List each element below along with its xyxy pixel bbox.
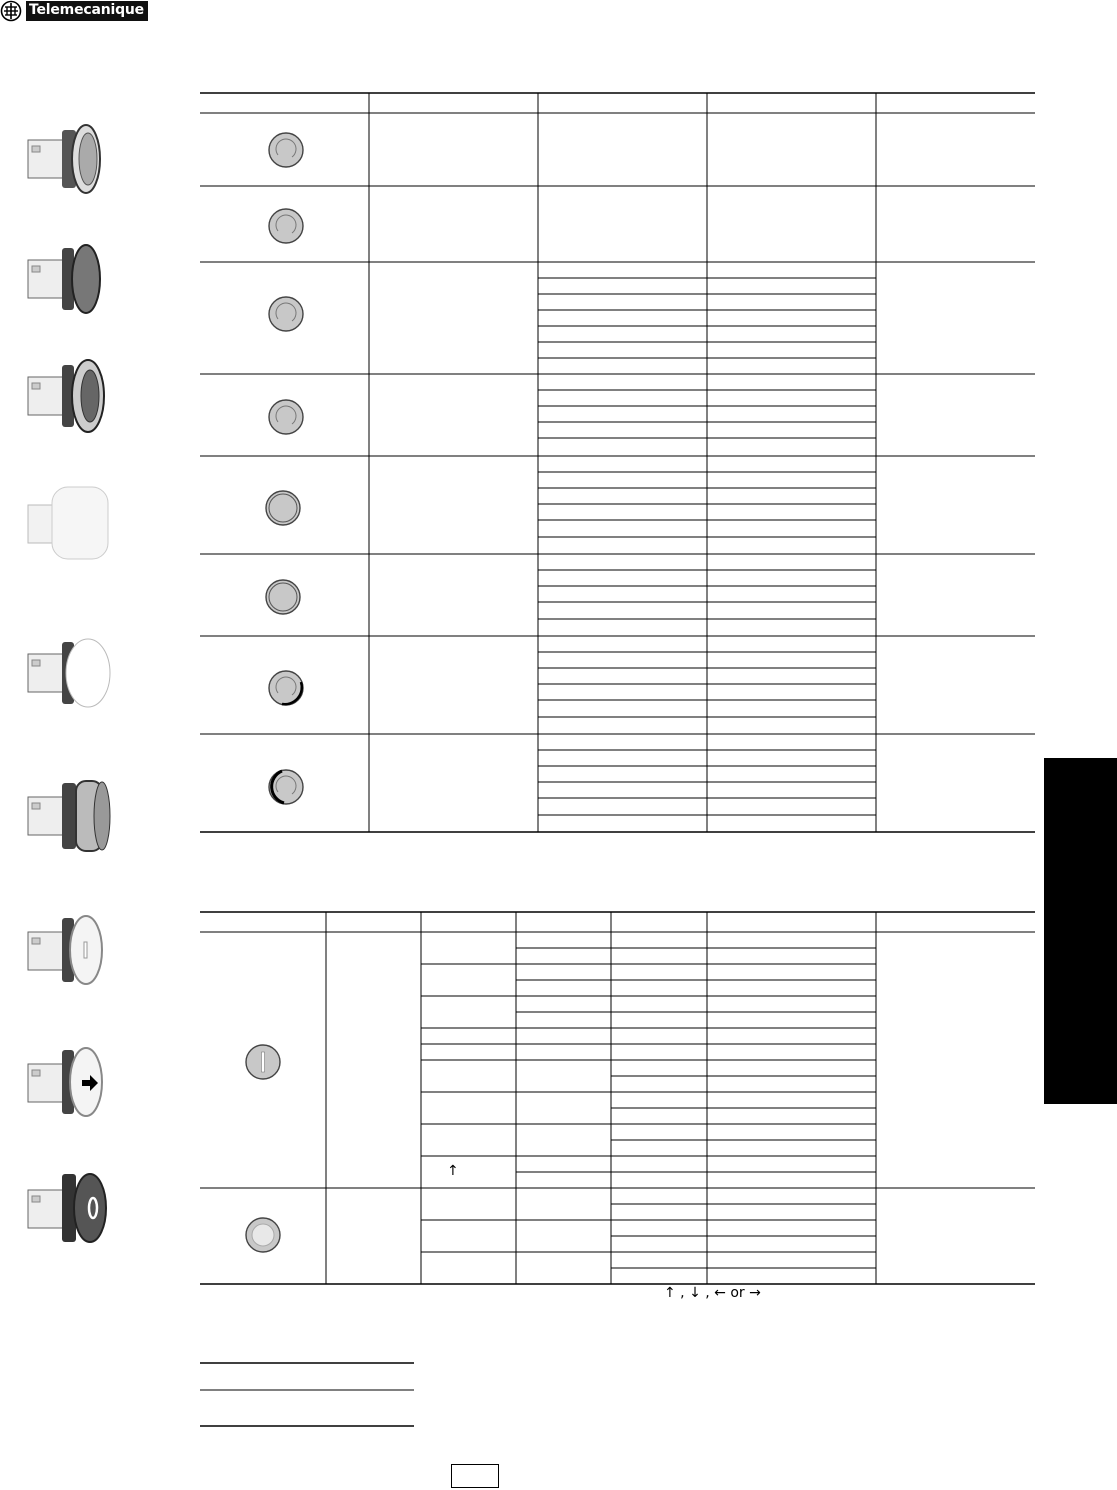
table1-button-icon-3 xyxy=(269,297,303,331)
arrow-up-symbol: ↑ xyxy=(447,1163,459,1179)
table2-button-I-icon xyxy=(246,1045,280,1079)
table1-button-icon-7 xyxy=(269,671,303,705)
page-number-box xyxy=(451,1464,499,1488)
table1-button-icon-6 xyxy=(266,580,300,614)
table1-button-icon-4 xyxy=(269,400,303,434)
table1-button-icon-2 xyxy=(269,209,303,243)
table1-button-icon-5 xyxy=(266,491,300,525)
table2-button-O-icon xyxy=(246,1218,280,1252)
table1-button-icon-1 xyxy=(269,133,303,167)
brand-name: Telemecanique xyxy=(26,1,148,21)
table1-button-icon-8 xyxy=(269,770,303,804)
footnote: ↑ , ↓ , ← or → xyxy=(664,1285,761,1301)
